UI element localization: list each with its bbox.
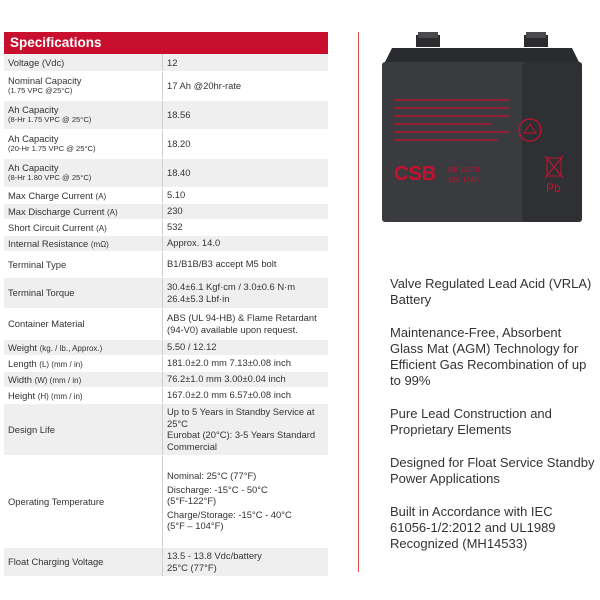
spec-row (4, 339, 328, 355)
spec-value-cell (163, 235, 329, 251)
csb-logo: CSB (394, 163, 437, 185)
spec-value: 18.20 (167, 137, 191, 149)
spec-label-cell (4, 71, 163, 100)
spec-value: Nominal: 25°C (77°F) (167, 470, 257, 482)
spec-unit: (H) (mm / in) (37, 391, 83, 401)
spec-value: Eurobat (20°C): 3-5 Years Standard (167, 429, 316, 440)
spec-label: Ah Capacity (8, 162, 59, 173)
spec-value: 17 Ah @20hr-rate (167, 79, 242, 91)
battery-lid (384, 48, 580, 64)
spec-value: 26.4±5.3 Lbf·in (167, 292, 230, 304)
spec-value: Commercial (167, 440, 218, 452)
spec-label: Terminal Torque (8, 287, 75, 298)
spec-row (4, 100, 328, 129)
spec-condition: (1.75 VPC @25°C) (8, 86, 73, 95)
spec-row (4, 547, 328, 576)
spec-label-cell (4, 251, 163, 277)
spec-label: Max Discharge Current (8, 205, 105, 217)
spec-label-cell (4, 339, 163, 355)
spec-label-cell (4, 203, 163, 219)
spec-unit: (mΩ) (90, 239, 109, 249)
spec-value: 30.4±6.1 Kgf·cm / 3.0±0.6 N·m (167, 281, 296, 292)
spec-row (4, 387, 328, 403)
spec-label-cell (4, 308, 163, 339)
spec-row (4, 455, 328, 547)
spec-row (4, 403, 328, 455)
feature-list (390, 276, 595, 569)
spec-value-cell (163, 100, 329, 129)
spec-label-cell (4, 455, 163, 547)
feature-item: Pure Lead Construction and Proprietary Elements (390, 406, 552, 437)
spec-value-cell (163, 277, 329, 308)
battery-illustration (372, 30, 588, 230)
spec-label: Ah Capacity (8, 104, 59, 115)
spec-unit: (A) (95, 191, 107, 201)
spec-condition: (8-Hr 1.80 VPC @ 25°C) (8, 173, 92, 182)
spec-label: Short Circuit Current (8, 221, 94, 233)
spec-label-cell (4, 235, 163, 251)
spec-label: Design Life (8, 423, 55, 435)
feature-item: Designed for Float Service Standby Power Applications (390, 455, 595, 486)
spec-value-cell (163, 308, 329, 339)
terminal-right-cap (526, 32, 546, 38)
spec-value: 18.56 (167, 108, 191, 120)
spec-value: 25°C (167, 417, 188, 429)
spec-value: ABS (UL 94-HB) & Flame Retardant (167, 312, 317, 323)
feature-item: Built in Accordance with IEC 61056-1/2:2012 and UL1989 Recognized (MH14533) (390, 504, 556, 551)
rating-label: 12V 17Ah (448, 177, 479, 184)
spec-label-cell (4, 277, 163, 308)
spec-value: 76.2±1.0 mm 3.00±0.04 inch (167, 373, 286, 385)
spec-row (4, 277, 328, 308)
vertical-divider (358, 32, 359, 572)
spec-value: Up to 5 Years in Standby Service at (167, 406, 315, 417)
spec-value-cell (163, 251, 329, 277)
battery-side-shade (522, 62, 582, 222)
spec-row (4, 308, 328, 339)
spec-value: B1/B1B/B3 accept M5 bolt (167, 258, 277, 270)
spec-value-cell (163, 339, 329, 355)
spec-value: (5°F – 104°F) (167, 520, 224, 532)
spec-value: 167.0±2.0 mm 6.57±0.08 inch (167, 389, 291, 401)
battery-product-image (372, 30, 588, 230)
spec-value: 25°C (77°F) (167, 561, 217, 573)
spec-condition: (8-Hr 1.75 VPC @ 25°C) (8, 115, 92, 124)
specifications-title: Specifications (4, 32, 328, 54)
spec-label-cell (4, 54, 163, 71)
spec-value: 532 (167, 221, 183, 233)
spec-row (4, 187, 328, 203)
spec-label: Width (8, 373, 32, 385)
spec-value-cell (163, 71, 329, 100)
spec-row (4, 54, 328, 71)
lead-pb-mark: Pb (546, 181, 561, 195)
spec-value-cell (163, 54, 329, 71)
spec-value-cell (163, 187, 329, 203)
spec-value: Discharge: -15°C - 50°C (167, 483, 268, 495)
spec-value-block (167, 469, 324, 483)
spec-label-cell (4, 158, 163, 187)
spec-value: 12 (167, 56, 178, 68)
spec-value-block (167, 483, 324, 508)
spec-label-cell (4, 187, 163, 203)
spec-label: Max Charge Current (8, 189, 93, 201)
spec-row (4, 219, 328, 235)
terminal-left-cap (418, 32, 438, 38)
spec-label-cell (4, 100, 163, 129)
spec-label: Length (8, 357, 37, 369)
spec-value-block (167, 508, 324, 533)
spec-value-cell (163, 129, 329, 158)
spec-label: Height (8, 389, 36, 401)
spec-label: Weight (8, 341, 38, 353)
feature-item: Maintenance-Free, Absorbent Glass Mat (AGM) Technology for Efficient Gas Recombination of up to 99% (390, 325, 587, 388)
spec-label: Container Material (8, 318, 85, 329)
spec-value: 18.40 (167, 166, 191, 178)
spec-label: Nominal Capacity (8, 75, 82, 86)
spec-unit: (kg. / lb., Approx.) (39, 343, 103, 353)
spec-label-cell (4, 403, 163, 455)
spec-label-cell (4, 355, 163, 371)
spec-value-cell (163, 455, 329, 547)
spec-row (4, 235, 328, 251)
spec-value-cell (163, 355, 329, 371)
spec-value-cell (163, 547, 329, 576)
spec-unit: (A) (107, 207, 118, 217)
spec-label-cell (4, 371, 163, 387)
feature-item: Valve Regulated Lead Acid (VRLA) Battery (390, 276, 592, 307)
spec-value: (94-V0) available upon request. (167, 323, 298, 335)
spec-value: 181.0±2.0 mm 7.13±0.08 inch (167, 357, 291, 369)
spec-label: Operating Temperature (8, 495, 105, 507)
spec-row (4, 203, 328, 219)
spec-value-cell (163, 403, 329, 455)
spec-unit: (W) (mm / in) (34, 375, 82, 385)
spec-row (4, 371, 328, 387)
spec-value-cell (163, 203, 329, 219)
spec-value: 5.50 / 12.12 (167, 341, 217, 353)
spec-value: (5°F-122°F) (167, 495, 217, 507)
spec-row (4, 71, 328, 100)
spec-label-cell (4, 219, 163, 235)
specifications-table (4, 54, 328, 577)
spec-value-cell (163, 219, 329, 235)
spec-label-cell (4, 547, 163, 576)
spec-unit: (L) (mm / in) (39, 359, 83, 369)
spec-label: Voltage (Vdc) (8, 56, 65, 68)
spec-label: Terminal Type (8, 258, 67, 270)
spec-unit: (A) (96, 223, 107, 233)
spec-value: Approx. 14.0 (167, 237, 221, 249)
spec-value-cell (163, 371, 329, 387)
spec-value: 5.10 (167, 189, 186, 201)
spec-row (4, 158, 328, 187)
spec-label-cell (4, 129, 163, 158)
spec-value: 230 (167, 205, 183, 217)
specifications-panel (4, 32, 328, 577)
spec-value: 13.5 - 13.8 Vdc/battery (167, 550, 262, 561)
spec-label: Float Charging Voltage (8, 556, 104, 567)
spec-condition: (20-Hr 1.75 VPC @ 25°C) (8, 144, 96, 153)
spec-row (4, 129, 328, 158)
spec-label: Internal Resistance (8, 237, 89, 249)
spec-row (4, 251, 328, 277)
spec-value-cell (163, 158, 329, 187)
model-label: GP 12170 (448, 167, 480, 174)
spec-label: Ah Capacity (8, 133, 59, 144)
spec-value: Charge/Storage: -15°C - 40°C (167, 508, 292, 520)
spec-row (4, 355, 328, 371)
spec-value-cell (163, 387, 329, 403)
spec-label-cell (4, 387, 163, 403)
